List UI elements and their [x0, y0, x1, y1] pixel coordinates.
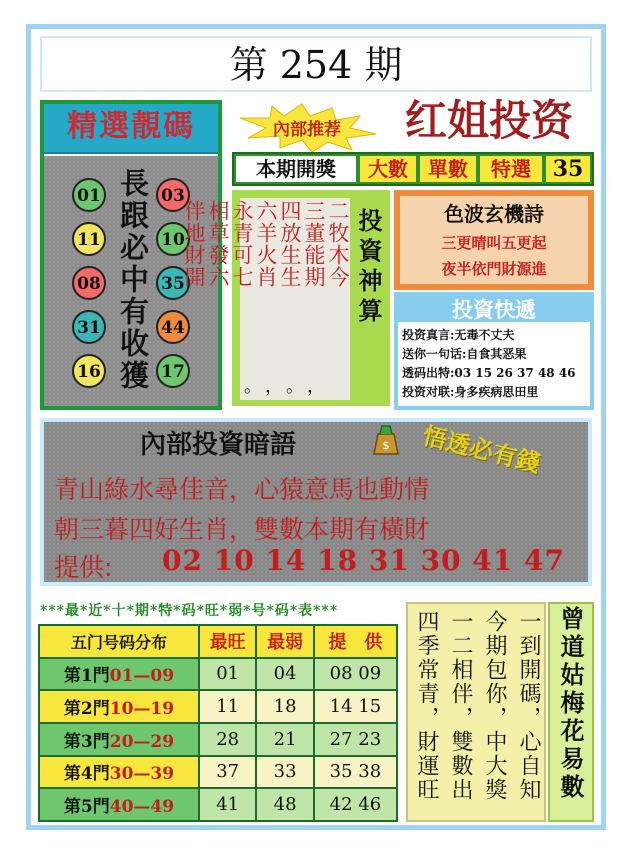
sebo-title: 色波玄機詩	[444, 202, 544, 226]
door-label: 第5門	[63, 797, 110, 818]
whisper-title: 內部投資暗語	[140, 430, 297, 460]
provide-numbers: 02 10 14 18 31 30 41 47	[162, 544, 565, 577]
table-cell-provide: 42 46	[314, 788, 397, 821]
money-bag-icon	[368, 422, 404, 458]
table-row	[39, 658, 397, 691]
issue-title: 第 254 期	[40, 36, 592, 92]
door-label: 第3門	[63, 731, 110, 752]
door-range: 01—09	[109, 666, 175, 687]
right-poem-column: 一二相伴，雙數出	[448, 610, 473, 802]
table-cell-provide: 14 15	[314, 690, 397, 723]
poem-column: 三董能期	[302, 200, 326, 288]
number-ball: 11	[72, 222, 106, 256]
table-cell-hot: 41	[199, 788, 256, 821]
whisper-stamp: 悟透必有錢	[419, 420, 544, 479]
number-ball: 16	[72, 354, 106, 388]
draw-bar-number: 35	[546, 156, 590, 182]
kuaidi-title: 投資快遞	[452, 297, 536, 322]
table-cell-hot: 01	[199, 658, 256, 691]
number-ball: 03	[156, 178, 190, 212]
brand-title: 红姐投资	[404, 96, 573, 145]
number-ball: 17	[156, 354, 190, 388]
poem-column: 四放生生	[278, 200, 302, 288]
right-poem-column: 今期包你，中大獎	[482, 610, 507, 802]
table-cell-provide: 27 23	[314, 723, 397, 756]
draw-bar-special: 特選	[480, 156, 542, 182]
draw-bar	[232, 152, 594, 186]
badge-text: 內部推荐	[273, 120, 341, 140]
table-row	[39, 723, 397, 756]
sebo-line1: 三更晴叫五更起	[441, 234, 547, 252]
draw-bar-odd: 單數	[420, 156, 476, 182]
door-cell	[39, 788, 199, 821]
door-label: 第2門	[63, 699, 110, 720]
door-range: 40—49	[109, 797, 175, 818]
jingxuan-title: 精選靚碼	[67, 109, 195, 144]
door-cell	[39, 723, 199, 756]
whisper-line2: 朝三暮四好生肖，雙數本期有橫財	[54, 515, 430, 544]
table-header-row	[39, 625, 397, 658]
kuaidi-line: 送你一句话:自食其恶果	[402, 347, 527, 361]
number-ball: 35	[156, 266, 190, 300]
poem-side-title: 投資神算	[354, 208, 383, 328]
poem-column: 永青可七	[230, 200, 254, 288]
table-cell-provide: 08 09	[314, 658, 397, 691]
starburst-badge	[232, 102, 382, 152]
table-cell-provide: 35 38	[314, 756, 397, 789]
number-ball: 44	[156, 310, 190, 344]
whisper-line1: 青山綠水尋佳音，心猿意馬也動情	[54, 475, 430, 504]
poem-columns	[182, 200, 350, 400]
side-banner: 曾道姑梅花易數	[556, 606, 585, 802]
right-poem-column: 一到開碼，心自知	[516, 610, 541, 802]
table-cell-cold: 33	[256, 756, 313, 789]
sebo-line2: 夜半依門財源進	[441, 260, 547, 278]
poem-column: 二牧木今	[326, 200, 350, 288]
table-header: 最弱	[256, 625, 313, 658]
kuaidi-line: 透码出特:03 15 26 37 48 46	[402, 366, 576, 380]
table-row	[39, 690, 397, 723]
table-row	[39, 756, 397, 789]
provide-label: 提供:	[54, 553, 113, 582]
poem-column: 伴地財開	[182, 200, 206, 288]
door-cell	[39, 658, 199, 691]
table-header: 提 供	[314, 625, 397, 658]
table-cell-hot: 11	[199, 690, 256, 723]
right-poem-column: 四季常青，財運旺	[414, 610, 439, 802]
draw-bar-label: 本期開獎	[236, 156, 356, 182]
door-cell	[39, 756, 199, 789]
stats-title: ***最*近*十*期*特*码*旺*弱*号*码*表***	[40, 603, 339, 619]
number-ball: 08	[72, 266, 106, 300]
table-header: 五门号码分布	[39, 625, 199, 658]
number-ball: 31	[72, 310, 106, 344]
draw-bar-big: 大數	[360, 156, 416, 182]
number-ball: 01	[72, 178, 106, 212]
door-label: 第4門	[63, 764, 110, 785]
door-range: 10—19	[109, 699, 175, 720]
door-cell	[39, 690, 199, 723]
door-range: 30—39	[109, 764, 175, 785]
kuaidi-line: 投资对联:身多疾病思田里	[402, 385, 539, 399]
table-cell-cold: 21	[256, 723, 313, 756]
right-poem-columns	[412, 610, 542, 818]
svg-text:$: $	[382, 439, 390, 452]
poem-column: 六羊火肖	[254, 200, 278, 288]
door-range: 20—29	[109, 731, 175, 752]
table-cell-cold: 18	[256, 690, 313, 723]
kuaidi-line: 投资真言:无毒不丈夫	[402, 328, 515, 342]
table-cell-hot: 28	[199, 723, 256, 756]
table-cell-cold: 48	[256, 788, 313, 821]
table-row	[39, 788, 397, 821]
number-ball: 10	[156, 222, 190, 256]
door-label: 第1門	[63, 666, 110, 687]
table-header: 最旺	[199, 625, 256, 658]
kuaidi-lines	[402, 326, 590, 402]
poem-punctuation: 。，。，	[244, 376, 337, 397]
table-cell-cold: 04	[256, 658, 313, 691]
jingxuan-slogan: 長跟必中有收獲	[116, 168, 150, 392]
poem-column: 相草發六	[206, 200, 230, 288]
table-cell-hot: 37	[199, 756, 256, 789]
stats-table	[38, 624, 398, 822]
